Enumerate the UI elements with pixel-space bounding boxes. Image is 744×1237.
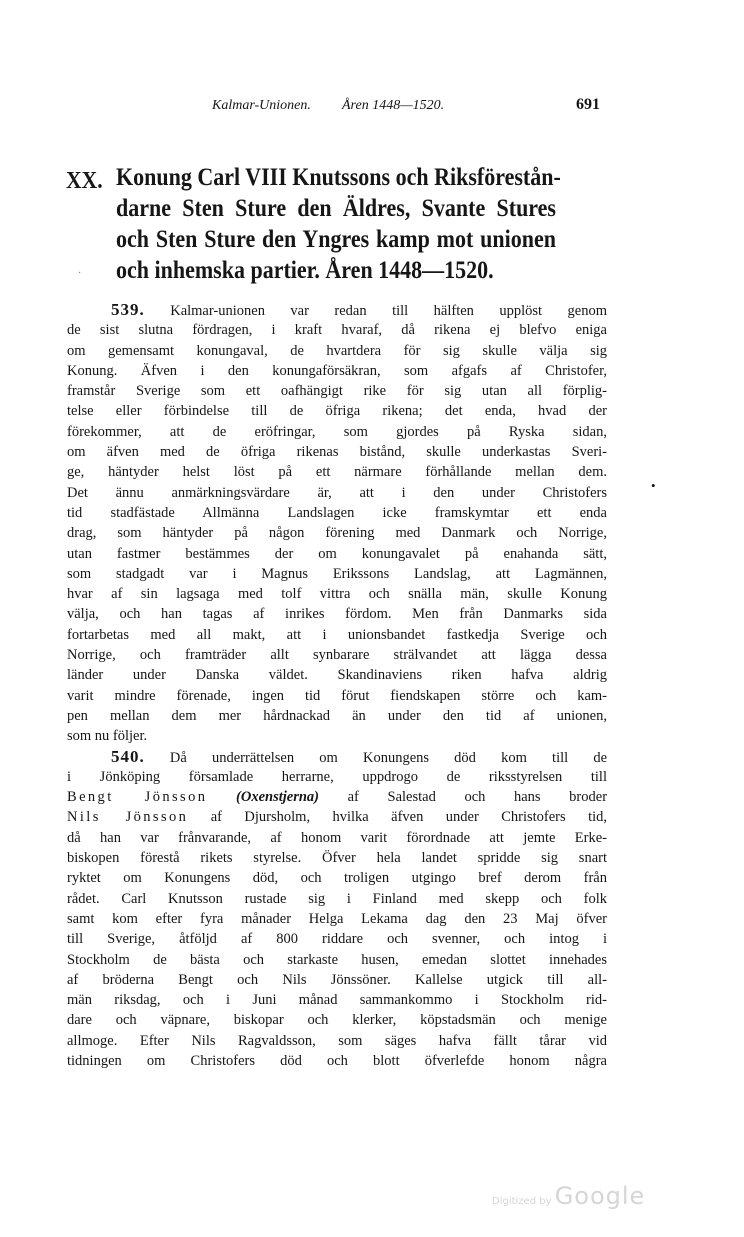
text-line: Konung. Äfven i den konungaförsäkran, som afgafs af Christofer, <box>67 362 607 379</box>
text-line-with-names <box>67 807 607 827</box>
page-number: 691 <box>576 96 600 113</box>
family-name: (Oxenstjerna) <box>236 789 319 806</box>
watermark-brand: Google <box>554 1182 646 1210</box>
text-line-with-names <box>67 787 607 807</box>
paragraph-first-line <box>67 747 607 767</box>
text-line: pen mellan dem mer hårdnackad än under den tid af unionen, <box>67 707 607 724</box>
chapter-heading <box>116 162 561 286</box>
text-line: hvar af sin lagsaga med tolf vittra och snälla män, skulle Konung <box>67 586 607 603</box>
text-line: ryktet om Konungens död, och troligen utgingo bref derom från <box>67 870 607 887</box>
text-line: som stadgadt var i Magnus Erikssons Landslag, att Lagmännen, <box>67 565 607 582</box>
text-line: biskopen förestå rikets styrelse. Öfver hela landet spridde sig snart <box>67 850 607 867</box>
chapter-heading-line: darne Sten Sture den Äldres, Svante Stures <box>116 195 556 222</box>
chapter-number: XX. <box>66 168 103 194</box>
text-line: Då underrättelsen om Konungens död kom till de <box>169 749 607 766</box>
text-line: samt kom efter fyra månader Helga Lekama dag den 23 Maj öfver <box>67 910 607 927</box>
chapter-heading-line: Konung Carl VIII Knutssons och Riksförestån- <box>116 164 561 191</box>
text-line: välja, och han tagas af inrikes fördom. Men från Danmarks sida <box>67 606 607 623</box>
text-line: drag, som häntyder på någon förening med Danmark och Norrige, <box>67 525 607 542</box>
stray-ink-mark: • <box>651 478 656 493</box>
text-line: länder under Danska väldet. Skandinaviens riken hafva aldrig <box>67 667 607 684</box>
chapter-heading-line: och inhemska partier. Åren 1448—1520. <box>116 257 494 284</box>
person-name: Bengt Jönsson <box>67 789 208 806</box>
text-line: framstår Sverige som ett oafhängigt rike för sig utan all förplig- <box>67 383 607 400</box>
text-line: förekommer, att de eröfringar, som gjordes på Ryska sidan, <box>67 423 607 440</box>
text-line: Kalmar-unionen var redan till hälften upplöst genom <box>170 303 607 319</box>
text-line: män riksdag, och i Juni månad sammankommo i Stockholm rid- <box>67 992 607 1009</box>
text-line: Norrige, och framträder allt synbarare strälvandet att lägga dessa <box>67 647 607 664</box>
text-line: tidningen om Christofers död och blott öfverlefde honom några <box>67 1052 607 1069</box>
text-line: fortarbetas med all makt, att i unionsbandet fastkedja Sverige och <box>67 626 607 643</box>
stray-dot-mark: · <box>78 268 82 279</box>
text-line: ge, häntyder helst löst på ett närmare förhållande mellan dem. <box>67 464 607 481</box>
chapter-heading-line: och Sten Sture den Yngres kamp mot unionen <box>116 226 556 253</box>
text-line: Stockholm de bästa och starkaste husen, emedan slottet innehades <box>67 951 607 968</box>
text-line: om gemensamt konungaval, de hvartdera för sig skulle välja sig <box>67 342 607 359</box>
text-line: då han var frånvarande, af honom varit förordnade att jemte Erke- <box>67 829 607 846</box>
text-line: varit mindre förenade, ingen tid förut fiendskapen större och kam- <box>67 687 607 704</box>
text-line: de sist slutna fördragen, i kraft hvaraf, då rikena ej blefvo eniga <box>67 322 607 339</box>
running-head-years: Åren 1448—1520. <box>342 98 445 113</box>
text-line: som nu följer. <box>67 728 148 745</box>
text-line: till Sverige, åtföljd af 800 riddare och svenner, och intog i <box>67 931 607 948</box>
text-line: rådet. Carl Knutsson rustade sig i Finland med skepp och folk <box>67 890 607 907</box>
text-line: allmoge. Efter Nils Ragvaldsson, som säges hafva fällt tårar vid <box>67 1032 607 1049</box>
paragraph-number: 539. <box>111 300 145 319</box>
watermark-prefix: Digitized by <box>492 1196 552 1207</box>
person-name: Nils Jönsson <box>67 809 189 826</box>
text-line: telse eller förbindelse till de öfriga rikena; det enda, hvad der <box>67 403 607 420</box>
text-line: om äfven med de öfriga rikenas bistånd, skulle underkastas Sveri- <box>67 444 607 461</box>
paragraph-first-line <box>67 300 607 320</box>
text-line: Det ännu anmärkningsvärdare är, att i den under Christofers <box>67 484 607 501</box>
running-head-title: Kalmar-Unionen. <box>212 98 311 113</box>
text-line: tid stadfästade Allmänna Landslagen icke framskymtar ett enda <box>67 504 607 521</box>
running-head <box>206 96 600 120</box>
text-line: dare och väpnare, biskopar och klerker, köpstadsmän och menige <box>67 1012 607 1029</box>
text-line: utan fastmer bestämmes der om konungavalet på enahanda sätt, <box>67 545 607 562</box>
body-text <box>67 300 607 1071</box>
text-fragment: af Djursholm, hvilka äfven under Christofers tid, <box>210 809 608 826</box>
paragraph-number: 540. <box>111 746 145 766</box>
google-watermark <box>492 1182 645 1210</box>
text-fragment: af Salestad och hans broder <box>347 789 608 806</box>
text-line: i Jönköping församlade herrarne, uppdrogo de riksstyrelsen till <box>67 768 607 785</box>
text-line: af bröderna Bengt och Nils Jönssöner. Kallelse utgick till all- <box>67 971 607 988</box>
